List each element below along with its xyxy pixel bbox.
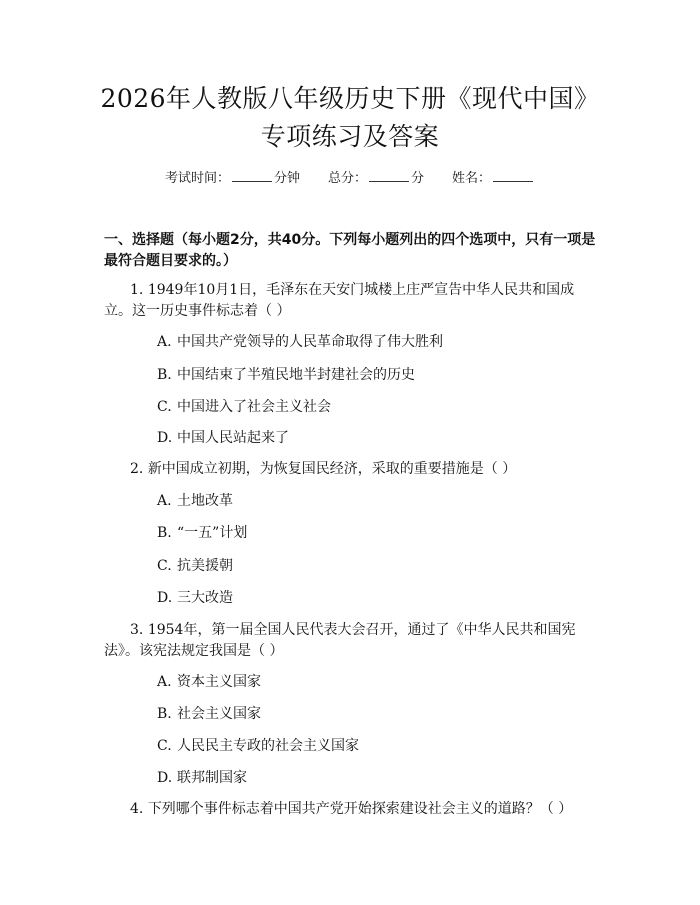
option-3a: A. 资本主义国家 xyxy=(157,674,261,690)
option-2d: D. 三大改造 xyxy=(157,590,233,606)
option-2c: C. 抗美援朝 xyxy=(157,558,233,574)
option-1a: A. 中国共产党领导的人民革命取得了伟大胜利 xyxy=(157,334,443,350)
option-3d: D. 联邦制国家 xyxy=(157,770,247,786)
score-blank xyxy=(369,168,409,182)
time-label: 考试时间： xyxy=(164,171,230,186)
option-1d: D. 中国人民站起来了 xyxy=(157,430,289,446)
option-3c: C. 人民民主专政的社会主义国家 xyxy=(157,738,359,754)
question-text-line1: 下列哪个事件标志着中国共产党开始探索建设社会主义的道路？（ ） xyxy=(147,801,573,817)
option-2b: B. “一五”计划 xyxy=(157,525,248,541)
question-text-line1: 新中国成立初期，为恢复国民经济，采取的重要措施是（ ） xyxy=(147,461,517,477)
question-3 xyxy=(104,620,594,662)
question-text-line1: 1954年，第一届全国人民代表大会召开，通过了《中华人民共和国宪 xyxy=(147,622,576,638)
document-subtitle: 专项练习及答案 xyxy=(260,122,440,151)
section-heading: 一、选择题（每小题2分，共40分。下列每小题列出的四个选项中，只有一项是最符合题目要求的。） xyxy=(104,232,596,269)
question-4 xyxy=(104,799,594,820)
time-blank xyxy=(232,168,272,182)
document-title: 2026年人教版八年级历史下册《现代中国》 xyxy=(100,84,600,113)
time-unit: 分钟 xyxy=(273,171,300,186)
question-number: 1. xyxy=(130,282,144,298)
question-text-line2: 法》。该宪法规定我国是（ ） xyxy=(104,643,284,659)
name-blank xyxy=(493,168,533,182)
question-text-line1: 1949年10月1日，毛泽东在天安门城楼上庄严宣告中华人民共和国成 xyxy=(147,282,575,298)
question-number: 4. xyxy=(130,801,144,817)
score-label: 总分： xyxy=(327,171,367,186)
score-unit: 分 xyxy=(411,171,425,186)
question-2 xyxy=(104,459,594,480)
question-text-line2: 立。这一历史事件标志着（ ） xyxy=(104,303,291,319)
option-3b: B. 社会主义国家 xyxy=(157,706,261,722)
question-number: 3. xyxy=(130,622,144,638)
option-2a: A. 土地改革 xyxy=(157,493,233,509)
exam-meta-line xyxy=(0,168,700,189)
name-label: 姓名： xyxy=(452,171,492,186)
question-number: 2. xyxy=(130,461,144,477)
option-1c: C. 中国进入了社会主义社会 xyxy=(157,399,331,415)
option-1b: B. 中国结束了半殖民地半封建社会的历史 xyxy=(157,367,415,383)
question-1 xyxy=(104,280,594,322)
